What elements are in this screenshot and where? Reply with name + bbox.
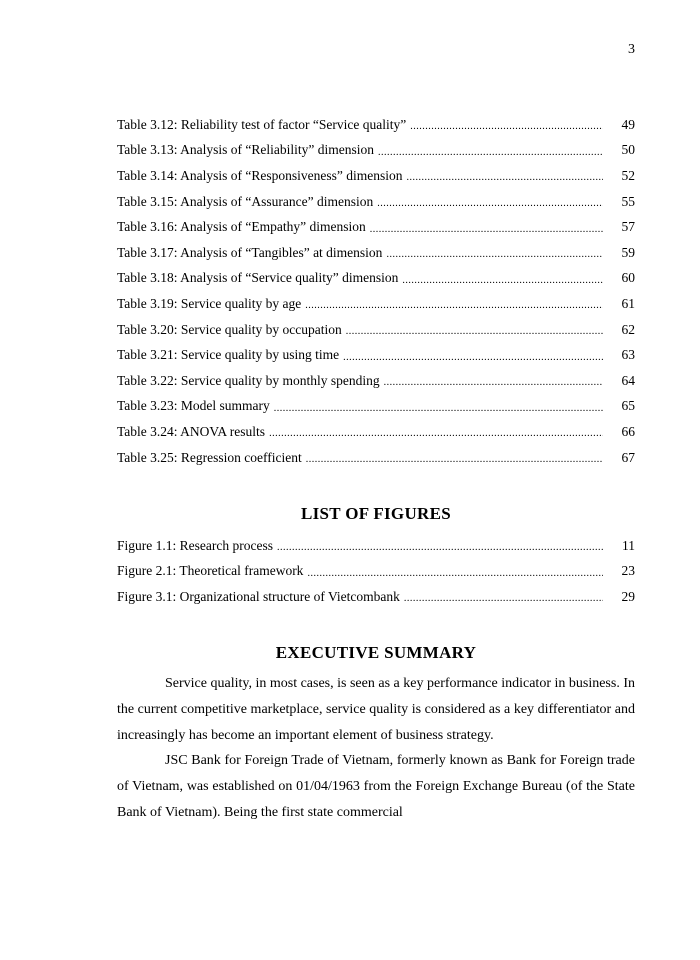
toc-entry-label: Table 3.16: Analysis of “Empathy” dimension (117, 219, 366, 235)
toc-entry-label: Table 3.22: Service quality by monthly spending (117, 372, 380, 388)
toc-entry-label: Table 3.23: Model summary (117, 398, 270, 414)
toc-entry-page: 62 (621, 321, 635, 337)
executive-summary-body (117, 671, 635, 826)
toc-entry-page: 60 (621, 270, 635, 286)
summary-paragraph: Service quality, in most cases, is seen as a key performance indicator in business. In the current competitive marketplace, service quality is considered as a key differentiator and increasingly has become an important element of business strategy. (117, 676, 635, 743)
toc-entry-page: 59 (621, 244, 635, 260)
dot-leader (410, 121, 603, 132)
dot-leader (378, 147, 603, 158)
toc-entry-page: 57 (621, 219, 635, 235)
toc-entry-label: Table 3.25: Regression coefficient (117, 449, 302, 465)
toc-entry-label: Table 3.17: Analysis of “Tangibles” at dimension (117, 244, 383, 260)
toc-entry-table-3-24[interactable] (117, 419, 635, 445)
dot-leader (402, 275, 603, 286)
toc-entry-table-3-18[interactable] (117, 266, 635, 292)
toc-entry-label: Table 3.24: ANOVA results (117, 423, 266, 439)
list-of-figures-heading: LIST OF FIGURES (301, 504, 451, 523)
toc-entry-table-3-14[interactable] (117, 163, 635, 189)
dot-leader (307, 568, 603, 579)
dot-leader (269, 428, 603, 439)
toc-entry-page: 49 (621, 116, 635, 132)
toc-entry-page: 66 (621, 423, 635, 439)
toc-entry-page: 64 (621, 372, 635, 388)
page-number: 3 (628, 42, 635, 57)
toc-entry-table-3-16[interactable] (117, 214, 635, 240)
toc-entry-table-3-21[interactable] (117, 342, 635, 368)
toc-entry-page: 65 (621, 398, 635, 414)
toc-entry-page: 23 (621, 563, 635, 579)
toc-entry-page: 52 (621, 167, 635, 183)
dot-leader (343, 352, 603, 363)
summary-paragraph: JSC Bank for Foreign Trade of Vietnam, formerly known as Bank for Foreign trade of Vietnam, was established on 01/04/1963 from the Foreign Exchange Bureau (of the State Bank of Vietnam). Being the first state commercial (117, 753, 635, 820)
dot-leader (346, 326, 603, 337)
toc-entry-label: Table 3.21: Service quality by using time (117, 347, 340, 363)
toc-entry-label: Table 3.12: Reliability test of factor “Service quality” (117, 116, 407, 132)
toc-entry-figure-3-1[interactable] (117, 584, 635, 610)
toc-entry-page: 55 (621, 193, 635, 209)
toc-entry-page: 29 (621, 588, 635, 604)
dot-leader (306, 454, 603, 465)
dot-leader (370, 224, 603, 235)
toc-entry-table-3-23[interactable] (117, 394, 635, 420)
list-of-figures (117, 533, 635, 610)
toc-entry-table-3-15[interactable] (117, 189, 635, 215)
dot-leader (377, 198, 603, 209)
toc-entry-label: Table 3.14: Analysis of “Responsiveness” dimension (117, 167, 403, 183)
toc-entry-page: 61 (621, 295, 635, 311)
executive-summary-heading: EXECUTIVE SUMMARY (275, 643, 477, 662)
toc-entry-table-3-13[interactable] (117, 138, 635, 164)
toc-entry-page: 63 (621, 347, 635, 363)
toc-entry-label: Figure 2.1: Theoretical framework (117, 563, 304, 579)
toc-entry-table-3-12[interactable] (117, 112, 635, 138)
toc-entry-figure-2-1[interactable] (117, 559, 635, 585)
toc-entry-label: Table 3.18: Analysis of “Service quality” dimension (117, 270, 399, 286)
list-of-tables (117, 112, 635, 470)
dot-leader (274, 403, 603, 414)
dot-leader (407, 172, 603, 183)
dot-leader (404, 593, 603, 604)
toc-entry-label: Table 3.13: Analysis of “Reliability” dimension (117, 142, 375, 158)
dot-leader (305, 300, 603, 311)
dot-leader (384, 377, 603, 388)
toc-entry-table-3-17[interactable] (117, 240, 635, 266)
toc-entry-table-3-19[interactable] (117, 291, 635, 317)
toc-entry-label: Figure 1.1: Research process (117, 537, 273, 553)
toc-entry-label: Table 3.15: Analysis of “Assurance” dimension (117, 193, 374, 209)
toc-entry-label: Figure 3.1: Organizational structure of Vietcombank (117, 588, 400, 604)
dot-leader (386, 249, 603, 260)
dot-leader (277, 542, 603, 553)
toc-entry-page: 50 (621, 142, 635, 158)
toc-entry-figure-1-1[interactable] (117, 533, 635, 559)
toc-entry-label: Table 3.20: Service quality by occupation (117, 321, 342, 337)
toc-entry-page: 11 (622, 537, 635, 553)
toc-entry-table-3-25[interactable] (117, 445, 635, 471)
toc-entry-label: Table 3.19: Service quality by age (117, 295, 302, 311)
toc-entry-page: 67 (621, 449, 635, 465)
toc-entry-table-3-22[interactable] (117, 368, 635, 394)
toc-entry-table-3-20[interactable] (117, 317, 635, 343)
